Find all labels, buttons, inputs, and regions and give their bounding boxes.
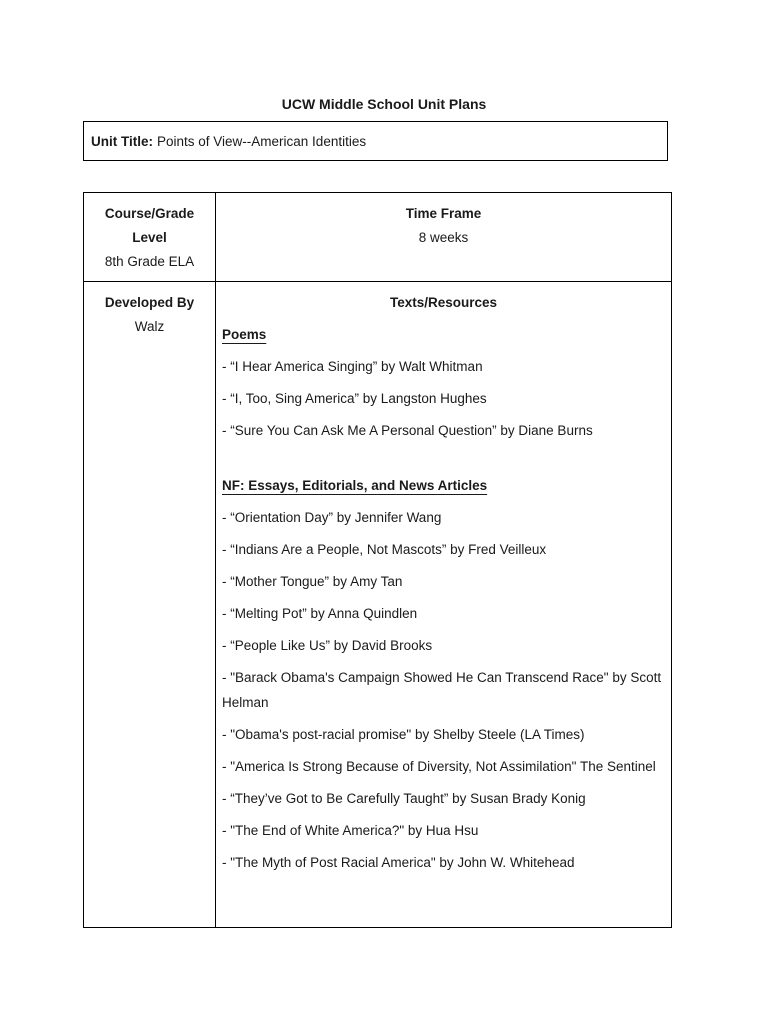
timeframe-value: 8 weeks	[418, 230, 469, 245]
page-title: UCW Middle School Unit Plans	[281, 96, 487, 112]
nf-heading: NF: Essays, Editorials, and News Articles	[222, 478, 488, 493]
timeframe-label: Time Frame	[405, 206, 482, 221]
resources-label: Texts/Resources	[389, 295, 498, 310]
list-item: - "Barack Obama's Campaign Showed He Can Transcend Race" by Scott Helman	[222, 670, 662, 710]
developer-value: Walz	[134, 319, 165, 334]
course-cell	[84, 193, 216, 282]
list-item: - “I Hear America Singing” by Walt Whitman	[222, 359, 483, 374]
list-item: - "Obama's post-racial promise" by Shelby Steele (LA Times)	[222, 727, 585, 742]
list-item: - “Melting Pot” by Anna Quindlen	[222, 606, 418, 621]
table-row	[84, 193, 672, 282]
poems-heading: Poems	[222, 327, 267, 342]
list-item: - “People Like Us” by David Brooks	[222, 638, 433, 653]
course-label-line1: Course/Grade	[104, 206, 195, 221]
list-item: - “Sure You Can Ask Me A Personal Question” by Diane Burns	[222, 423, 593, 438]
list-item: - “Orientation Day” by Jennifer Wang	[222, 510, 442, 525]
timeframe-cell	[216, 193, 672, 282]
list-item: - "The Myth of Post Racial America" by John W. Whitehead	[222, 855, 575, 870]
course-value: 8th Grade ELA	[104, 254, 195, 269]
unit-plan-table	[83, 192, 672, 928]
list-item: - “I, Too, Sing America” by Langston Hughes	[222, 391, 487, 406]
developer-label: Developed By	[104, 295, 195, 310]
list-item: - “They’ve Got to Be Carefully Taught” by Susan Brady Konig	[222, 791, 586, 806]
developer-cell	[84, 282, 216, 928]
list-item: - "The End of White America?" by Hua Hsu	[222, 823, 479, 838]
course-label-line2: Level	[132, 230, 167, 245]
unit-title-value: Points of View--American Identities	[157, 133, 367, 149]
resources-cell	[216, 282, 672, 928]
unit-title-box	[83, 121, 668, 161]
list-item: - “Mother Tongue” by Amy Tan	[222, 574, 403, 589]
table-row	[84, 282, 672, 928]
unit-title-label: Unit Title:	[91, 133, 153, 149]
list-item: - “Indians Are a People, Not Mascots” by Fred Veilleux	[222, 542, 547, 557]
list-item: - "America Is Strong Because of Diversity, Not Assimilation" The Sentinel	[222, 759, 656, 774]
